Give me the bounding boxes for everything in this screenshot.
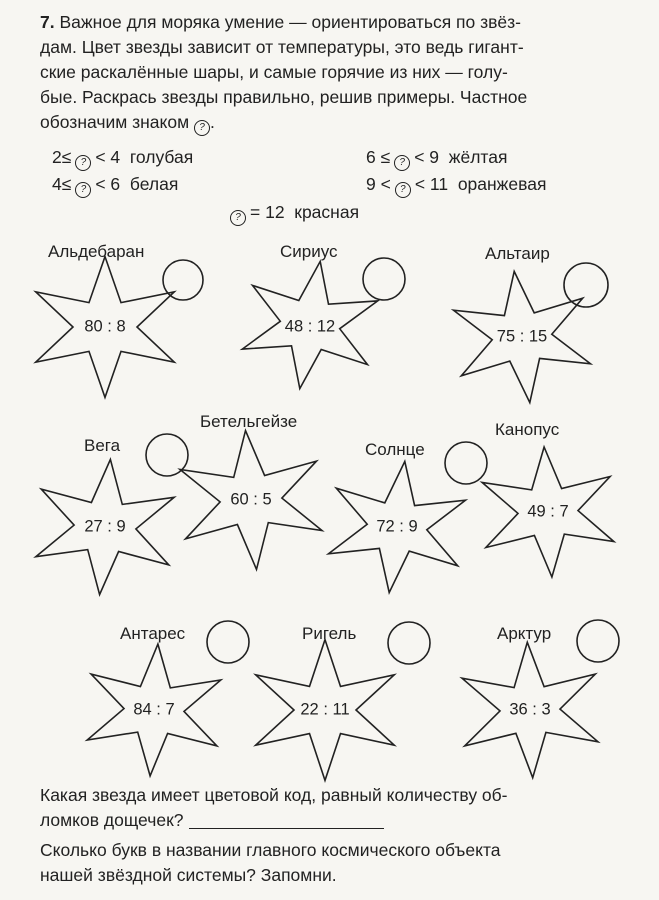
star-expr-sirius: 48 : 12 (284, 317, 336, 336)
task-line-4: бые. Раскрась звезды правильно, решив примеры. Частное (40, 87, 528, 107)
quotient-symbol-icon: ? (75, 155, 91, 171)
rule-yellow: 6 ≤ ? < 9 жёлтая (366, 147, 507, 171)
star-expr-canopus: 49 : 7 (527, 502, 569, 521)
star-name-betelgeuse: Бетельгейзе (200, 412, 298, 431)
color-circle-altair[interactable] (564, 263, 608, 307)
quotient-symbol-icon: ? (394, 155, 410, 171)
star-expr-altair: 75 : 15 (496, 327, 548, 346)
question-2: Сколько букв в названии главного космического объекта нашей звёздной системы? Запомни. (40, 840, 501, 885)
quotient-symbol-icon: ? (75, 182, 91, 198)
color-circle-arcturus[interactable] (577, 620, 619, 662)
star-expr-antares: 84 : 7 (133, 700, 175, 719)
quotient-symbol-icon: ? (395, 182, 411, 198)
task-number: 7. (40, 12, 55, 32)
color-circle-sun[interactable] (445, 442, 487, 484)
star-expr-sun: 72 : 9 (376, 517, 418, 536)
task-line-1: Важное для моряка умение — ориентироваться по звёз- (59, 12, 522, 32)
rule-red: ? = 12 красная (226, 202, 359, 226)
star-name-arcturus: Арктур (497, 624, 552, 643)
star-name-antares: Антарес (120, 624, 186, 643)
task-line-2: дам. Цвет звезды зависит от температуры, это ведь гигант- (40, 37, 524, 57)
question-1: Какая звезда имеет цветовой код, равный количеству об- ломков дощечек? (40, 785, 508, 830)
star-expr-aldebaran: 80 : 8 (84, 317, 126, 336)
task-text: 7. Важное для моряка умение — ориентироваться по звёз- дам. Цвет звезды зависит от температуры, это ведь гигант- ские раскалённые шары, и самые горячие из них — голу- бые. Раскрась звезды правильно, решив примеры. Частное обозначим знаком ? . (40, 10, 625, 136)
color-circle-rigel[interactable] (388, 622, 430, 664)
rule-blue: 2≤ ? < 4 голубая (52, 147, 193, 171)
color-circle-aldebaran[interactable] (163, 260, 203, 300)
answer-line[interactable] (189, 811, 384, 829)
star-expr-arcturus: 36 : 3 (509, 700, 551, 719)
star-name-rigel: Ригель (302, 624, 357, 643)
star-name-sun: Солнце (365, 440, 425, 459)
task-line-5: обозначим знаком (40, 112, 190, 132)
rule-orange: 9 < ? < 11 оранжевая (366, 174, 546, 198)
star-name-canopus: Канопус (495, 420, 560, 439)
star-expr-rigel: 22 : 11 (300, 700, 350, 719)
star-name-altair: Альтаир (485, 244, 550, 263)
star-name-vega: Вега (84, 436, 121, 455)
quotient-symbol-icon: ? (194, 120, 210, 136)
star-expr-betelgeuse: 60 : 5 (230, 490, 272, 509)
task-line-3: ские раскалённые шары, и самые горячие из них — голу- (40, 62, 508, 82)
star-name-aldebaran: Альдебаран (48, 242, 145, 261)
quotient-symbol-icon: ? (230, 210, 246, 226)
rule-white: 4≤ ? < 6 белая (52, 174, 178, 198)
star-name-sirius: Сириус (280, 242, 338, 261)
star-expr-vega: 27 : 9 (84, 517, 126, 536)
color-circle-antares[interactable] (207, 621, 249, 663)
color-circle-sirius[interactable] (363, 258, 405, 300)
